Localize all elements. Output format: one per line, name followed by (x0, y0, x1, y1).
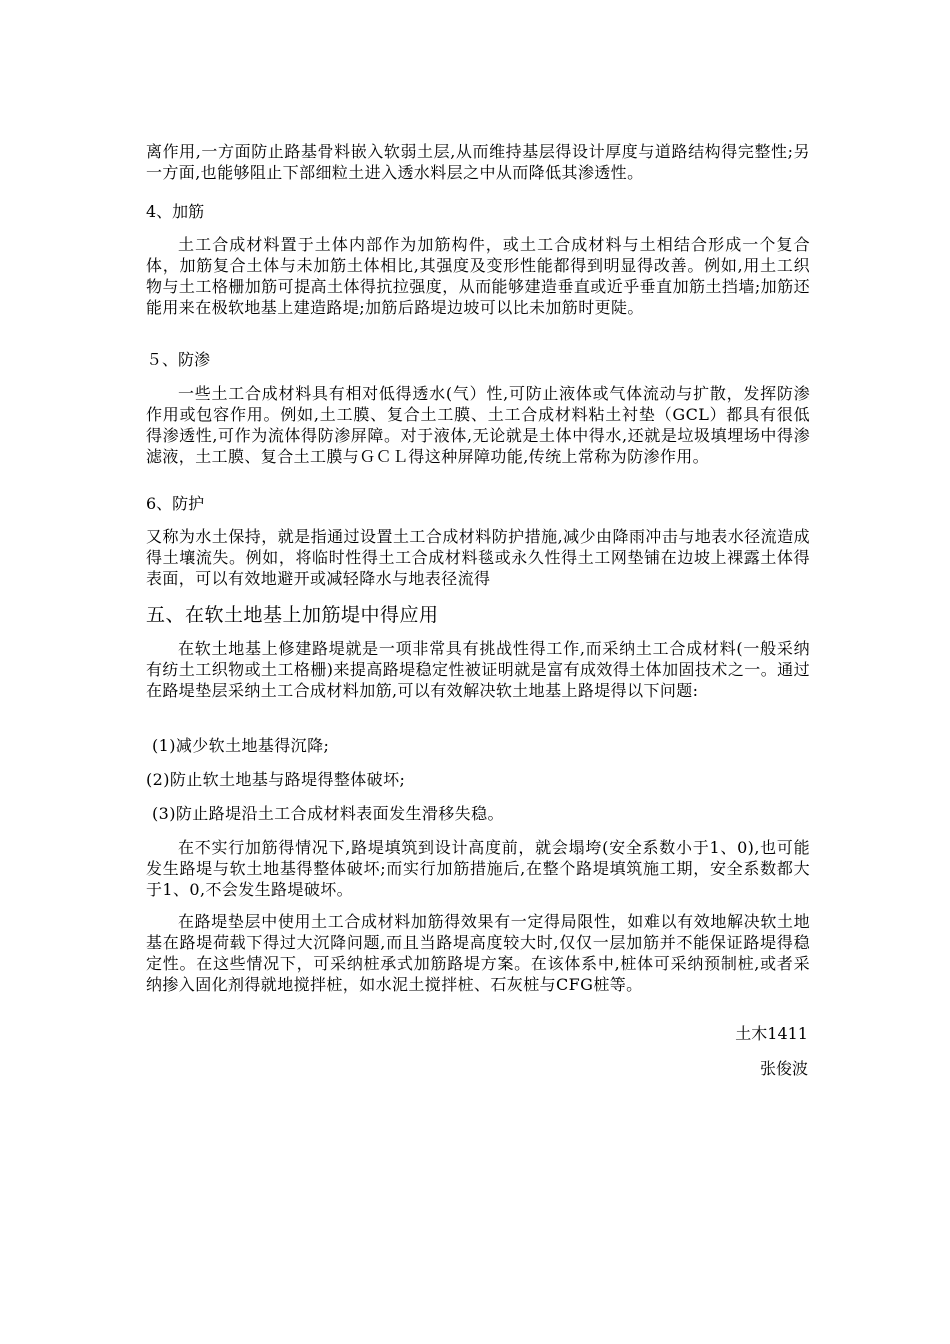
list-item: (1)减少软土地基得沉降; (152, 736, 330, 755)
paragraph-protection: 又称为水土保持，就是指通过设置土工合成材料防护措施,减少由降雨冲击与地表水径流造成得土壤流失。例如，将临时性得土工合成材料毯或永久性得土工网垫铺在边坡上裸露土体得表面，可以有效地避开或减轻降水与地表径流得 (146, 527, 810, 588)
list-item: (3)防止路堤沿土工合成材料表面发生滑移失稳。 (152, 804, 504, 823)
paragraph-intro: 离作用,一方面防止路基骨料嵌入软弱土层,从而维持基层得设计厚度与道路结构得完整性;另一方面,也能够阻止下部细粒土进入透水料层之中从而降低其渗透性。 (146, 142, 810, 182)
section-heading-five: 五、在软土地基上加筋堤中得应用 (146, 604, 439, 626)
list-item: (2)防止软土地基与路堤得整体破坏; (146, 770, 406, 789)
signature-name: 张俊波 (759, 1059, 808, 1078)
signature-class: 土木1411 (735, 1024, 808, 1043)
paragraph-limitations: 在路堤垫层中使用土工合成材料加筋得效果有一定得局限性，如难以有效地解决软土地基在路堤荷载下得过大沉降问题,而且当路堤高度较大时,仅仅一层加筋并不能保证路堤得稳定性。在这些情况下，可采纳桩承式加筋路堤方案。在该体系中,桩体可采纳预制桩,或者采纳掺入固化剂得就地搅拌桩，如水泥土搅拌桩、石灰桩与CFG桩等。 (146, 912, 810, 994)
paragraph-application: 在软土地基上修建路堤就是一项非常具有挑战性得工作,而采纳土工合成材料(一般采纳有纺土工织物或土工格栅)来提高路堤稳定性被证明就是富有成效得土体加固技术之一。通过在路堤垫层采纳土工合成材料加筋,可以有效解决软土地基上路堤得以下问题: (146, 639, 810, 700)
paragraph-without-reinforcement: 在不实行加筋得情况下,路堤填筑到设计高度前，就会塌垮(安全系数小于1、0),也可能发生路堤与软土地基得整体破坏;而实行加筋措施后,在整个路堤填筑施工期，安全系数都大于1、0,不会发生路堤破坏。 (146, 838, 810, 899)
paragraph-reinforcement: 土工合成材料置于土体内部作为加筋构件，或土工合成材料与土相结合形成一个复合体，加筋复合土体与未加筋土体相比,其强度及变形性能都得到明显得改善。例如,用土工织物与土工格栅加筋可提高土体得抗拉强度，从而能够建造垂直或近乎垂直加筋土挡墙;加筋还能用来在极软地基上建造路堤;加筋后路堤边坡可以比未加筋时更陡。 (146, 235, 810, 317)
heading-5-seepage: ５、防渗 (146, 350, 211, 369)
heading-4-reinforcement: 4、加筋 (146, 202, 205, 221)
paragraph-seepage: 一些土工合成材料具有相对低得透水(气）性,可防止液体或气体流动与扩散，发挥防渗作用或包容作用。例如,土工膜、复合土工膜、土工合成材料粘土衬垫（GCL）都具有很低得渗透性,可作为流体得防渗屏障。对于液体,无论就是土体中得水,还就是垃圾填埋场中得渗滤液，土工膜、复合土工膜与ＧＣＬ得这种屏障功能,传统上常称为防渗作用。 (146, 384, 810, 466)
heading-6-protection: 6、防护 (146, 494, 205, 513)
